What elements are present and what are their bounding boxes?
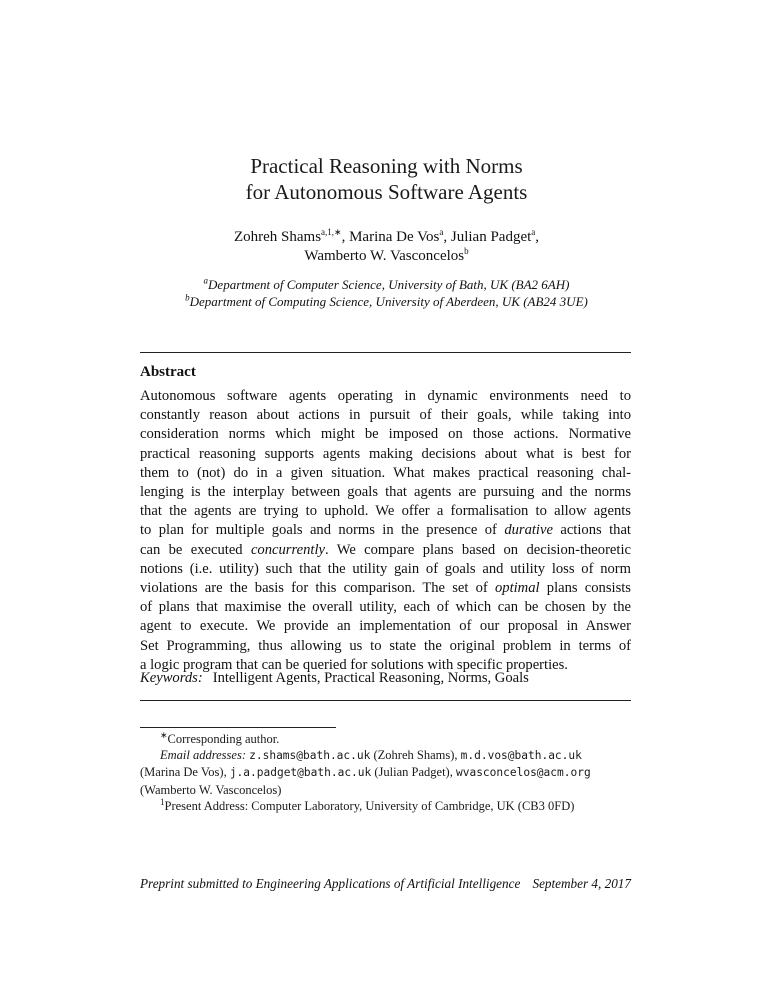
abstract-line: notions (i.e. utility) such that the utility gain of goals and utility loss of norm	[140, 560, 631, 577]
abstract-line: that the agents are trying to uphold. We offer a formalisation to allow agents	[140, 503, 631, 520]
preprint-text: Preprint submitted to Engineering Applications of Artificial Intelligence	[140, 876, 521, 891]
email-link[interactable]: m.d.vos@bath.ac.uk	[460, 749, 582, 763]
abstract-line: agent to execute. We provide an implementation of our proposal in Answer	[140, 618, 631, 635]
abstract-heading: Abstract	[140, 364, 196, 380]
email-owner: (Wamberto W. Vasconcelos)	[140, 782, 282, 797]
emphasis: concurrently	[250, 541, 325, 558]
keywords-label: Keywords:	[140, 670, 203, 686]
footnote-corresponding	[140, 731, 631, 747]
abstract-text: violations are the basis for this comparison. The set of	[140, 580, 488, 597]
footnote-emails-cont	[140, 782, 631, 798]
email-link[interactable]: wvasconcelos@acm.org	[455, 766, 591, 780]
abstract-line: practical reasoning supports agents making decisions about what is best for	[140, 445, 631, 462]
abstract-line: constantly reason about actions in pursuit of their goals, while taking into	[140, 407, 631, 424]
abstract-line: lenging is the interplay between goals that agents are pursuing and the norms	[140, 484, 631, 501]
author-list-line-1	[0, 228, 773, 247]
footnote-mark: 1	[160, 796, 165, 807]
emphasis: durative	[504, 522, 553, 539]
author-separator: ,	[341, 229, 350, 245]
author-marks: a,1,∗	[321, 227, 342, 237]
keywords	[140, 670, 529, 687]
abstract-top-rule	[140, 352, 631, 353]
affiliation-mark: a	[203, 275, 209, 286]
author-list-line-2	[0, 247, 773, 266]
author-marks: b	[464, 246, 469, 256]
footnotes	[140, 731, 631, 814]
author-marks: a	[439, 227, 444, 237]
abstract-text: to plan for multiple goals and norms in the presence of	[140, 522, 497, 539]
email-owner: (Julian Padget)	[374, 765, 450, 780]
abstract-text: . We compare plans based on decision-theoretic	[324, 541, 631, 558]
abstract-line: Autonomous software agents operating in dynamic environments need to	[140, 388, 631, 404]
footnote-emails-cont: (Marina De Vos), j.a.padget@bath.ac.uk (Julian Padget), wvasconcelos@acm.org	[140, 765, 591, 780]
email-owner: (Marina De Vos)	[140, 765, 224, 780]
author-name: Wamberto W. Vasconcelos	[304, 248, 465, 264]
author-separator: ,	[535, 229, 540, 245]
abstract-bottom-rule	[140, 700, 631, 701]
emphasis: optimal	[494, 580, 540, 597]
affiliation-mark: b	[185, 292, 190, 303]
paper-title-line-1: Practical Reasoning with Norms	[250, 154, 523, 178]
affiliation-text: Department of Computing Science, University of Aberdeen, UK (AB24 3UE)	[189, 294, 588, 309]
abstract-body	[140, 387, 631, 675]
affiliation-text: Department of Computer Science, University of Bath, UK (BA2 6AH)	[208, 277, 570, 292]
footnote-mark: ∗	[160, 729, 168, 740]
footnote-text: Corresponding author.	[167, 732, 280, 746]
abstract-line: Set Programming, thus allowing us to state the original problem in terms of	[140, 637, 631, 654]
email-owner: (Zohreh Shams)	[373, 748, 455, 763]
abstract-line: a logic program that can be queried for solutions with specific properties.	[140, 656, 568, 673]
author-separator: ,	[443, 229, 451, 245]
abstract-line: of plans that maximise the overall utility, each of which can be chosen by the	[140, 599, 631, 616]
footnote-rule	[140, 727, 336, 728]
affiliation-b	[0, 293, 773, 310]
abstract-line	[140, 521, 631, 540]
footnote-emails: Email addresses: z.shams@bath.ac.uk (Zohreh Shams), m.d.vos@bath.ac.uk	[160, 748, 582, 763]
paper-title-line-2: for Autonomous Software Agents	[245, 180, 528, 204]
author-name: Julian Padget	[450, 229, 532, 245]
abstract-text: plans consists	[539, 580, 631, 597]
preprint-footer	[140, 876, 631, 892]
affiliation-a	[0, 276, 773, 293]
keywords-text: Intelligent Agents, Practical Reasoning, Norms, Goals	[212, 670, 529, 686]
abstract-text: can be executed	[140, 541, 243, 558]
abstract-text: actions that	[552, 522, 631, 539]
preprint-date: September 4, 2017	[532, 876, 631, 891]
footnote-present-address	[140, 798, 631, 814]
email-link[interactable]: j.a.padget@bath.ac.uk	[229, 766, 372, 780]
abstract-line: consideration norms which might be imposed on those actions. Normative	[140, 426, 631, 443]
abstract-line	[140, 579, 631, 598]
abstract-line	[140, 541, 631, 560]
abstract-line: them to (not) do in a given situation. What makes practical reasoning chal-	[140, 464, 631, 481]
email-label: Email addresses:	[160, 748, 246, 763]
author-name: Marina De Vos	[349, 229, 440, 245]
author-name: Zohreh Shams	[233, 229, 322, 245]
email-link[interactable]: z.shams@bath.ac.uk	[249, 749, 371, 763]
footnote-text: Present Address: Computer Laboratory, University of Cambridge, UK (CB3 0FD)	[164, 798, 575, 813]
author-marks: a	[531, 227, 536, 237]
